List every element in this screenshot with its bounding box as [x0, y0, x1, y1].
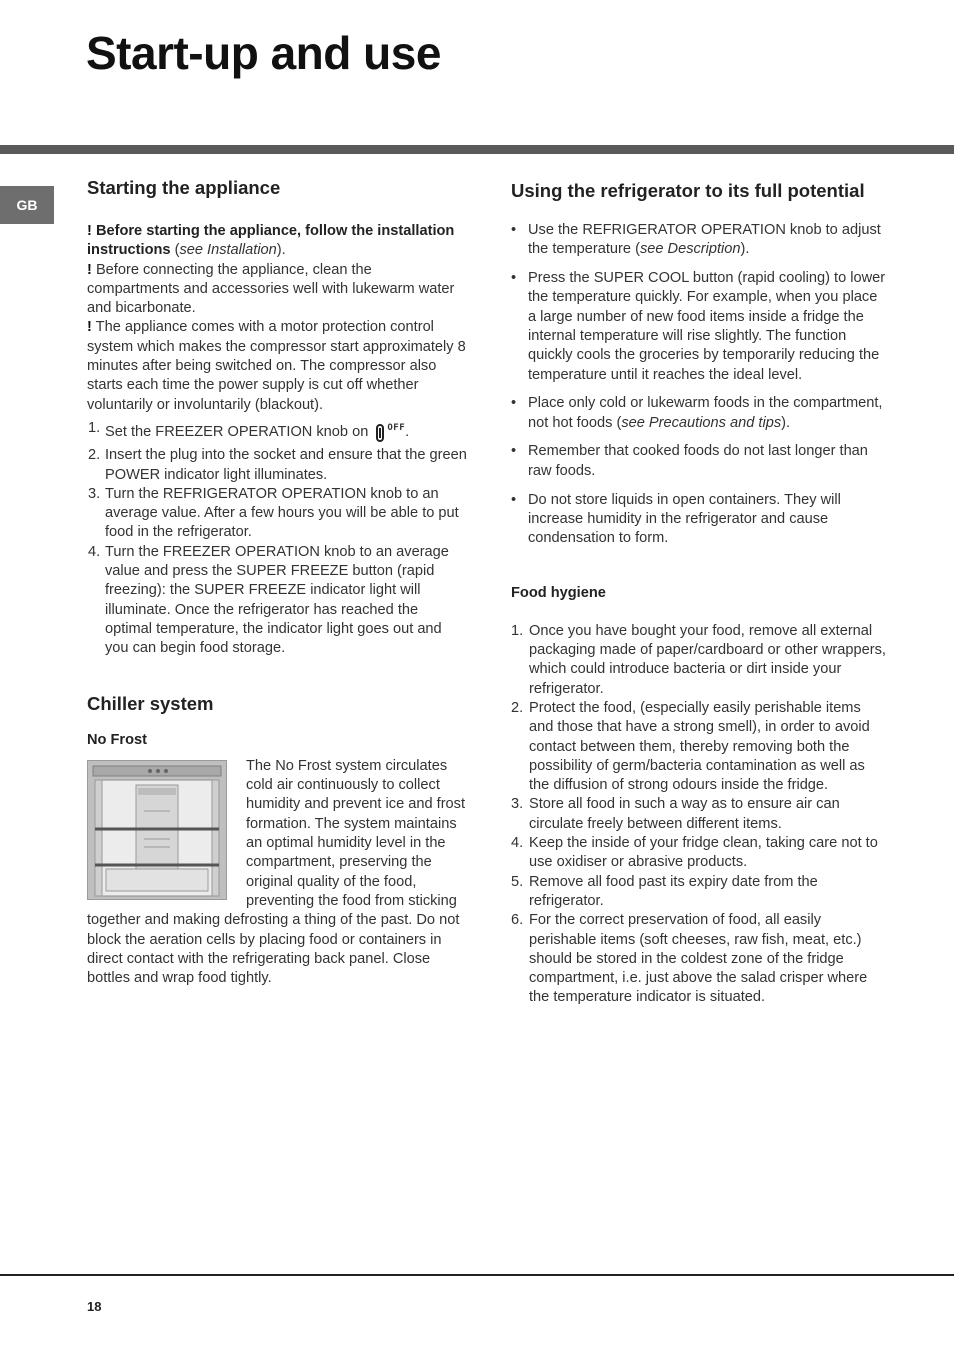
footer-divider — [0, 1274, 954, 1276]
off-label: OFF — [387, 422, 406, 433]
left-column — [87, 178, 467, 988]
hygiene-item — [511, 622, 887, 699]
warning-mark: ! — [87, 319, 92, 336]
item-text: Store all food in such a way as to ensure air can circulate freely between different items. — [529, 796, 840, 832]
startup-step — [87, 543, 467, 659]
note-motor-protection — [87, 318, 467, 414]
tip-text: Place only cold or lukewarm foods in the compartment, not hot foods ( — [528, 395, 883, 431]
right-column — [511, 181, 887, 1008]
step-text: Turn the REFRIGERATOR OPERATION knob to an average value. After a few hours you will be able to put food in the refrigerator. — [105, 485, 459, 541]
language-tab: GB — [0, 186, 54, 224]
starting-heading: Starting the appliance — [87, 177, 281, 198]
note-cleaning-text: Before connecting the appliance, clean the compartments and accessories well with lukewarm water and bicarbonate. — [87, 261, 455, 317]
hygiene-item — [511, 873, 887, 912]
tip-end: ). — [781, 414, 791, 431]
food-hygiene-heading: Food hygiene — [511, 585, 606, 602]
step-number: 4. — [88, 543, 101, 560]
note-cleaning — [87, 261, 467, 319]
item-number: 2. — [511, 699, 524, 716]
step-end: . — [405, 423, 410, 440]
step-text: Set the FREEZER OPERATION knob on — [105, 423, 369, 440]
item-text: Keep the inside of your fridge clean, taking care not to use oxidiser or abrasive products. — [529, 835, 878, 871]
item-number: 5. — [511, 873, 524, 890]
startup-step — [87, 446, 467, 485]
bullet: • — [511, 443, 517, 460]
tip-text: Do not store liquids in open containers. They will increase humidity in the refrigerator and cause condensation to form. — [528, 491, 841, 547]
fridge-illustration-svg — [88, 761, 226, 899]
bullet: • — [511, 222, 517, 238]
page-number: 18 — [87, 1299, 102, 1314]
tip-text: Remember that cooked foods do not last longer than raw foods. — [528, 443, 868, 479]
nofrost-heading: No Frost — [87, 731, 147, 748]
knob-off-icon — [376, 424, 384, 442]
bullet: • — [511, 491, 517, 508]
see-precautions-ref: see Precautions and tips — [621, 414, 782, 431]
tip-item — [511, 442, 887, 481]
hygiene-item — [511, 699, 887, 795]
using-tips-list — [511, 221, 887, 548]
step-number: 1. — [88, 419, 101, 436]
food-hygiene-list — [511, 622, 887, 1008]
step-number: 2. — [88, 447, 101, 464]
tip-item — [511, 221, 887, 260]
paren-close: ). — [276, 242, 286, 259]
startup-step — [87, 419, 467, 442]
nofrost-description: The No Frost system circulates cold air continuously to collect humidity and prevent ice and frost formation. The system maintains an optimal humidity level in the compartment, preserving the original quality of the food, preventing the food from sticking together and making defrosting a thing of the past. Do not block the aeration cells by placing food or containers in direct contact with the refrigerating back panel. Close bottles and wrap food tightly. — [87, 757, 466, 987]
tip-item — [511, 491, 887, 549]
bullet: • — [511, 270, 517, 287]
step-number: 3. — [88, 485, 101, 502]
tip-item — [511, 394, 887, 433]
item-text: Protect the food, (especially easily perishable items and those that have a strong smell), in order to avoid contact between them, thereby removing both the possibility of germ/bacteria contamination as well as the diffusion of strong odours inside the fridge. — [529, 699, 870, 794]
chiller-heading: Chiller system — [87, 692, 214, 714]
note-motor-text: The appliance comes with a motor protection control system which makes the compressor start approximately 8 minutes after being switched on. The compressor also starts each time the power supply is cut off whether voluntarily or involuntarily (blackout). — [87, 319, 466, 413]
see-description-ref: see Description — [639, 241, 741, 258]
item-text: Remove all food past its expiry date from the refrigerator. — [529, 873, 818, 909]
hygiene-item — [511, 911, 887, 1007]
hygiene-item — [511, 834, 887, 873]
header-divider — [0, 145, 954, 154]
tip-text: Use the REFRIGERATOR OPERATION knob to adjust the temperature ( — [528, 222, 881, 258]
fridge-interior-illustration — [87, 760, 227, 900]
tip-text: Press the SUPER COOL button (rapid cooling) to lower the temperature quickly. For example, when you place a large number of new food items inside a fridge the internal temperature will rise slightly. The function quickly cools the groceries by temporarily reducing the temperature until it reaches the ideal level. — [528, 270, 886, 383]
using-heading: Using the refrigerator to its full potential — [511, 180, 865, 201]
bullet: • — [511, 395, 517, 412]
item-number: 6. — [511, 912, 524, 929]
startup-steps — [87, 419, 467, 659]
tip-end: ). — [740, 241, 750, 258]
item-number: 4. — [511, 835, 524, 852]
warning-mark: ! — [87, 223, 92, 239]
paren-open: ( — [170, 242, 180, 259]
item-number: 1. — [511, 622, 524, 639]
item-number: 3. — [511, 796, 524, 813]
note-installation — [87, 222, 467, 261]
hygiene-item — [511, 795, 887, 834]
item-text: For the correct preservation of food, all easily perishable items (soft cheeses, raw fish, meat, etc.) should be stored in the coldest zone of the fridge compartment, i.e. just above the salad crisper where the temperature indicator is situated. — [529, 912, 868, 1006]
warning-mark: ! — [87, 261, 92, 278]
step-text: Turn the FREEZER OPERATION knob to an average value and press the SUPER FREEZE button (rapid freezing): the SUPER FREEZE indicator light will illuminate. Once the refrigerator has reached the optimal temperature, the indicator light goes out and you can begin food storage. — [105, 543, 449, 657]
tip-item — [511, 269, 887, 385]
step-text: Insert the plug into the socket and ensure that the green POWER indicator light illuminates. — [105, 447, 467, 483]
note-installation-bold: Before starting the appliance, follow the installation instructions — [87, 223, 455, 259]
page-title: Start-up and use — [86, 27, 441, 79]
see-installation-ref: see Installation — [179, 242, 277, 259]
item-text: Once you have bought your food, remove all external packaging made of paper/cardboard or other wrappers, which could introduce bacteria or dirt inside your refrigerator. — [529, 622, 886, 697]
startup-step — [87, 485, 467, 543]
